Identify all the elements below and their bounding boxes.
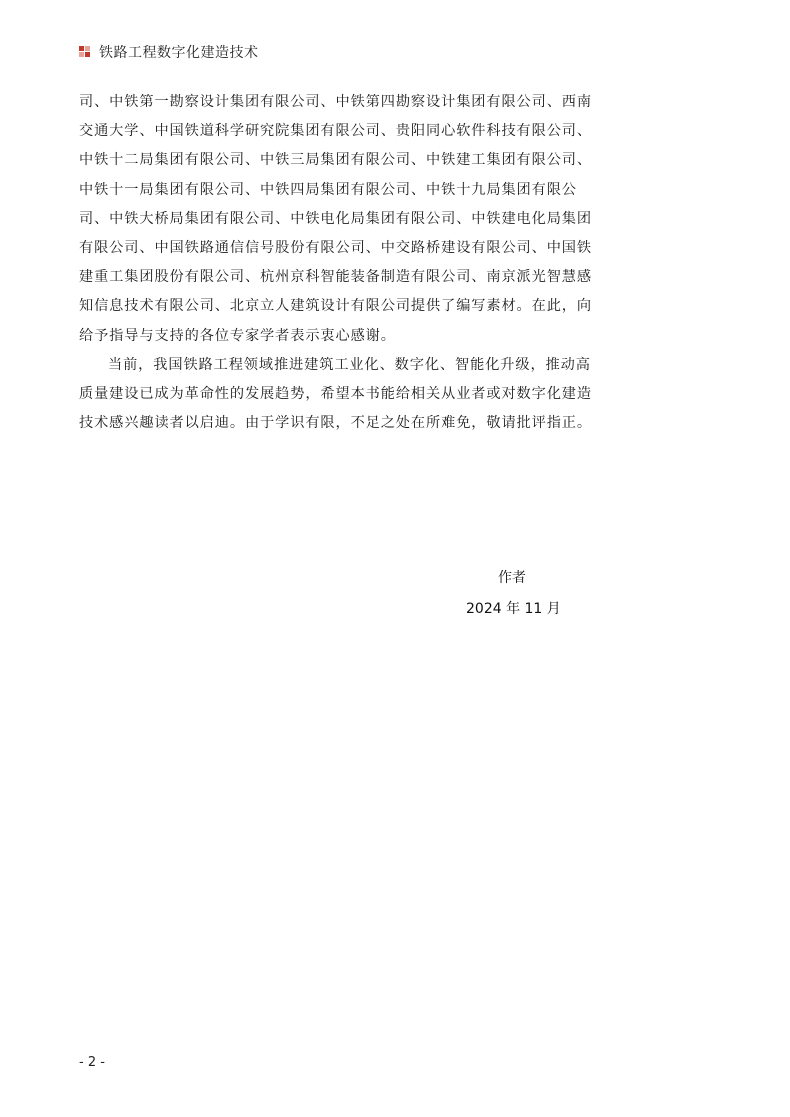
paragraph-closing: 当前，我国铁路工程领域推进建筑工业化、数字化、智能化升级，推动高质量建设已成为革命性的发展趋势，希望本书能给相关从业者或对数字化建造技术感兴趣读者以启迪。由于学识有限，不足之处在所难免，敬请批评指正。 xyxy=(79,356,592,432)
header-title: 铁路工程数字化建造技术 xyxy=(99,45,259,61)
body-text xyxy=(79,88,599,438)
signature-date: 2024 年 11 月 xyxy=(466,601,561,617)
book-logo-icon xyxy=(79,46,91,58)
signature-author: 作者 xyxy=(498,570,526,586)
running-header xyxy=(79,42,259,62)
paragraph-acknowledgements: 司、中铁第一勘察设计集团有限公司、中铁第四勘察设计集团有限公司、西南交通大学、中国铁道科学研究院集团有限公司、贵阳同心软件科技有限公司、中铁十二局集团有限公司、中铁三局集团有限公司、中铁建工集团有限公司、中铁十一局集团有限公司、中铁四局集团有限公司、中铁十九局集团有限公司、中铁大桥局集团有限公司、中铁电化局集团有限公司、中铁建电化局集团有限公司、中国铁路通信信号股份有限公司、中交路桥建设有限公司、中国铁建重工集团股份有限公司、杭州京科智能装备制造有限公司、南京派光智慧感知信息技术有限公司、北京立人建筑设计有限公司提供了编写素材。在此，向给予指导与支持的各位专家学者表示衷心感谢。 xyxy=(79,94,592,344)
page-number: - 2 - xyxy=(79,1055,105,1070)
